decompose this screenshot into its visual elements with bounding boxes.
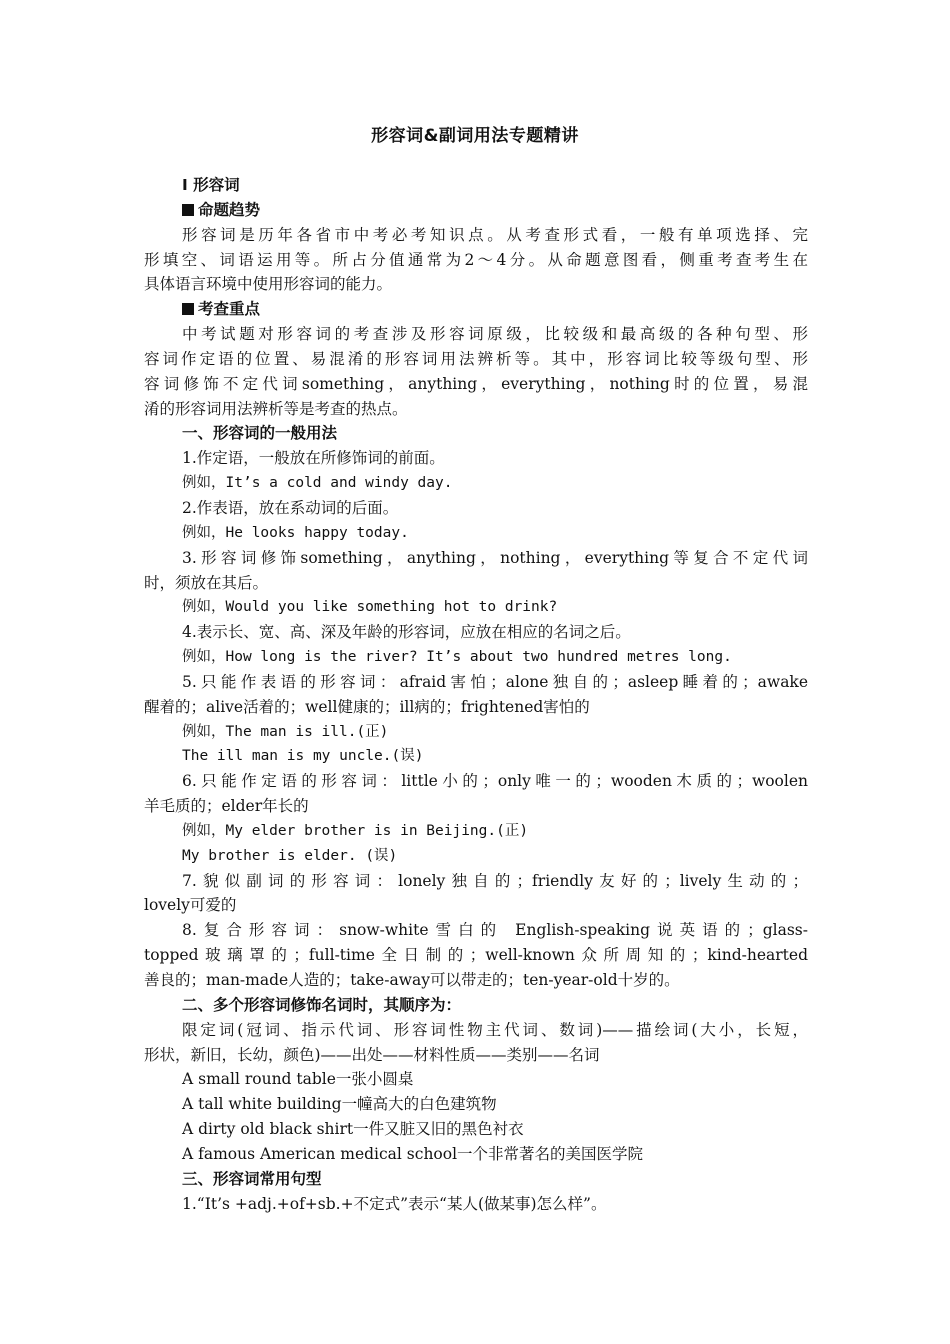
line-text: 例如，How long is the river? It’s about two hundred metres long. [182, 649, 732, 666]
line-text: 8.复合形容词：snow-white雪白的 English-speaking说英语的；glass- [182, 921, 808, 940]
line-text: A dirty old black shirt一件又脏又旧的黑色衬衣 [182, 1120, 524, 1139]
black-square-bullet-icon [182, 204, 194, 216]
text-line [144, 819, 808, 844]
text-line [144, 943, 808, 968]
text-line [144, 322, 808, 347]
text-line [144, 372, 808, 397]
line-text: 2.作表语，放在系动词的后面。 [182, 498, 399, 517]
text-line [144, 695, 808, 720]
text-line [144, 769, 808, 794]
text-line [144, 496, 808, 521]
text-line [144, 645, 808, 670]
line-text: 命题趋势 [198, 200, 261, 219]
line-text: 3.形容词修饰something，anything，nothing，everything等复合不定代词 [182, 548, 808, 567]
line-text: 例如，The man is ill.(正) [182, 723, 389, 740]
text-line [144, 223, 808, 248]
text-line [144, 1142, 808, 1167]
section-heading [144, 421, 808, 446]
line-text: 例如，My elder brother is in Beijing.(正) [182, 822, 529, 839]
section-heading [144, 198, 808, 223]
line-text: topped玻璃罩的；full-time全日制的；well-known众所周知的；kind-hearted [144, 946, 808, 965]
line-text: 二、多个形容词修饰名词时，其顺序为： [182, 995, 462, 1014]
text-line [144, 893, 808, 918]
text-line [144, 546, 808, 571]
black-square-bullet-icon [182, 303, 194, 315]
text-line [144, 918, 808, 943]
line-text: 形容词是历年各省市中考必考知识点。从考查形式看，一般有单项选择、完 [182, 225, 808, 244]
line-text: lovely可爱的 [144, 896, 237, 915]
text-line [144, 1043, 808, 1068]
text-line [144, 794, 808, 819]
text-line [144, 720, 808, 745]
text-line [144, 620, 808, 645]
line-text: 考查重点 [198, 300, 261, 319]
line-text: 7.貌似副词的形容词：lonely独自的；friendly友好的；lively生动的； [182, 871, 808, 890]
line-text: 时，须放在其后。 [144, 573, 269, 592]
text-line [144, 744, 808, 769]
line-text: 例如，He looks happy today. [182, 524, 409, 541]
text-line [144, 869, 808, 894]
text-line [144, 248, 808, 273]
text-line [144, 397, 808, 422]
line-text: 羊毛质的；elder年长的 [144, 797, 309, 816]
line-text: 具体语言环境中使用形容词的能力。 [144, 275, 393, 294]
text-line [144, 521, 808, 546]
section-heading [144, 297, 808, 322]
line-text: 善良的；man-made人造的；take-away可以带走的；ten-year-old十岁的。 [144, 971, 680, 989]
text-line [144, 844, 808, 869]
section-heading [144, 173, 808, 198]
line-text: Ⅰ 形容词 [182, 176, 240, 194]
text-line [144, 1117, 808, 1142]
line-text: 例如，It’s a cold and windy day. [182, 475, 453, 492]
line-text: 限定词(冠词、指示代词、形容词性物主代词、数词)——描绘词(大小，长短， [182, 1020, 808, 1039]
section-heading [144, 993, 808, 1018]
line-text: 5.只能作表语的形容词：afraid害怕；alone独自的；asleep睡着的；awake [182, 672, 808, 691]
line-text: My brother is elder. (误) [182, 847, 398, 864]
line-text: A tall white building一幢高大的白色建筑物 [182, 1095, 497, 1114]
line-text: 淆的形容词用法辨析等是考查的热点。 [144, 399, 408, 418]
text-line [144, 347, 808, 372]
line-text: 中考试题对形容词的考查涉及形容词原级，比较级和最高级的各种句型、形 [182, 325, 808, 344]
line-text: A small round table一张小圆桌 [182, 1070, 414, 1089]
text-line [144, 1018, 808, 1043]
text-line [144, 670, 808, 695]
line-text: 1.作定语，一般放在所修饰词的前面。 [182, 449, 445, 468]
text-line [144, 595, 808, 620]
document-body [144, 173, 808, 1216]
line-text: A famous American medical school一个非常著名的美国医学院 [182, 1144, 644, 1163]
text-line [144, 1067, 808, 1092]
text-line [144, 968, 808, 993]
text-line [144, 471, 808, 496]
line-text: 容词修饰不定代词something，anything，everything，nothing时的位置，易混 [144, 374, 808, 393]
text-line [144, 272, 808, 297]
line-text: 1.“It’s +adj.+of+sb.+不定式”表示“某人(做某事)怎么样”。 [182, 1194, 607, 1213]
line-text: 醒着的；alive活着的；well健康的；ill病的；frightened害怕的 [144, 697, 590, 716]
line-text: 4.表示长、宽、高、深及年龄的形容词，应放在相应的名词之后。 [182, 623, 631, 642]
line-text: 形填空、词语运用等。所占分值通常为2～4分。从命题意图看，侧重考查考生在 [144, 250, 808, 269]
line-text: 6.只能作定语的形容词：little小的；only唯一的；wooden木质的；woolen [182, 772, 808, 791]
text-line [144, 446, 808, 471]
text-line [144, 1192, 808, 1217]
document-title: 形容词&副词用法专题精讲 [371, 126, 579, 146]
text-line [144, 571, 808, 596]
line-text: 容词作定语的位置、易混淆的形容词用法辨析等。其中，形容词比较等级句型、形 [144, 349, 808, 368]
line-text: 例如，Would you like something hot to drink? [182, 599, 558, 616]
line-text: 一、形容词的一般用法 [182, 424, 338, 443]
line-text: The ill man is my uncle.(误) [182, 748, 424, 765]
text-line [144, 1092, 808, 1117]
line-text: 形状，新旧，长幼，颜色)——出处——材料性质——类别——名词 [144, 1045, 600, 1064]
section-heading [144, 1167, 808, 1192]
line-text: 三、形容词常用句型 [182, 1169, 322, 1188]
